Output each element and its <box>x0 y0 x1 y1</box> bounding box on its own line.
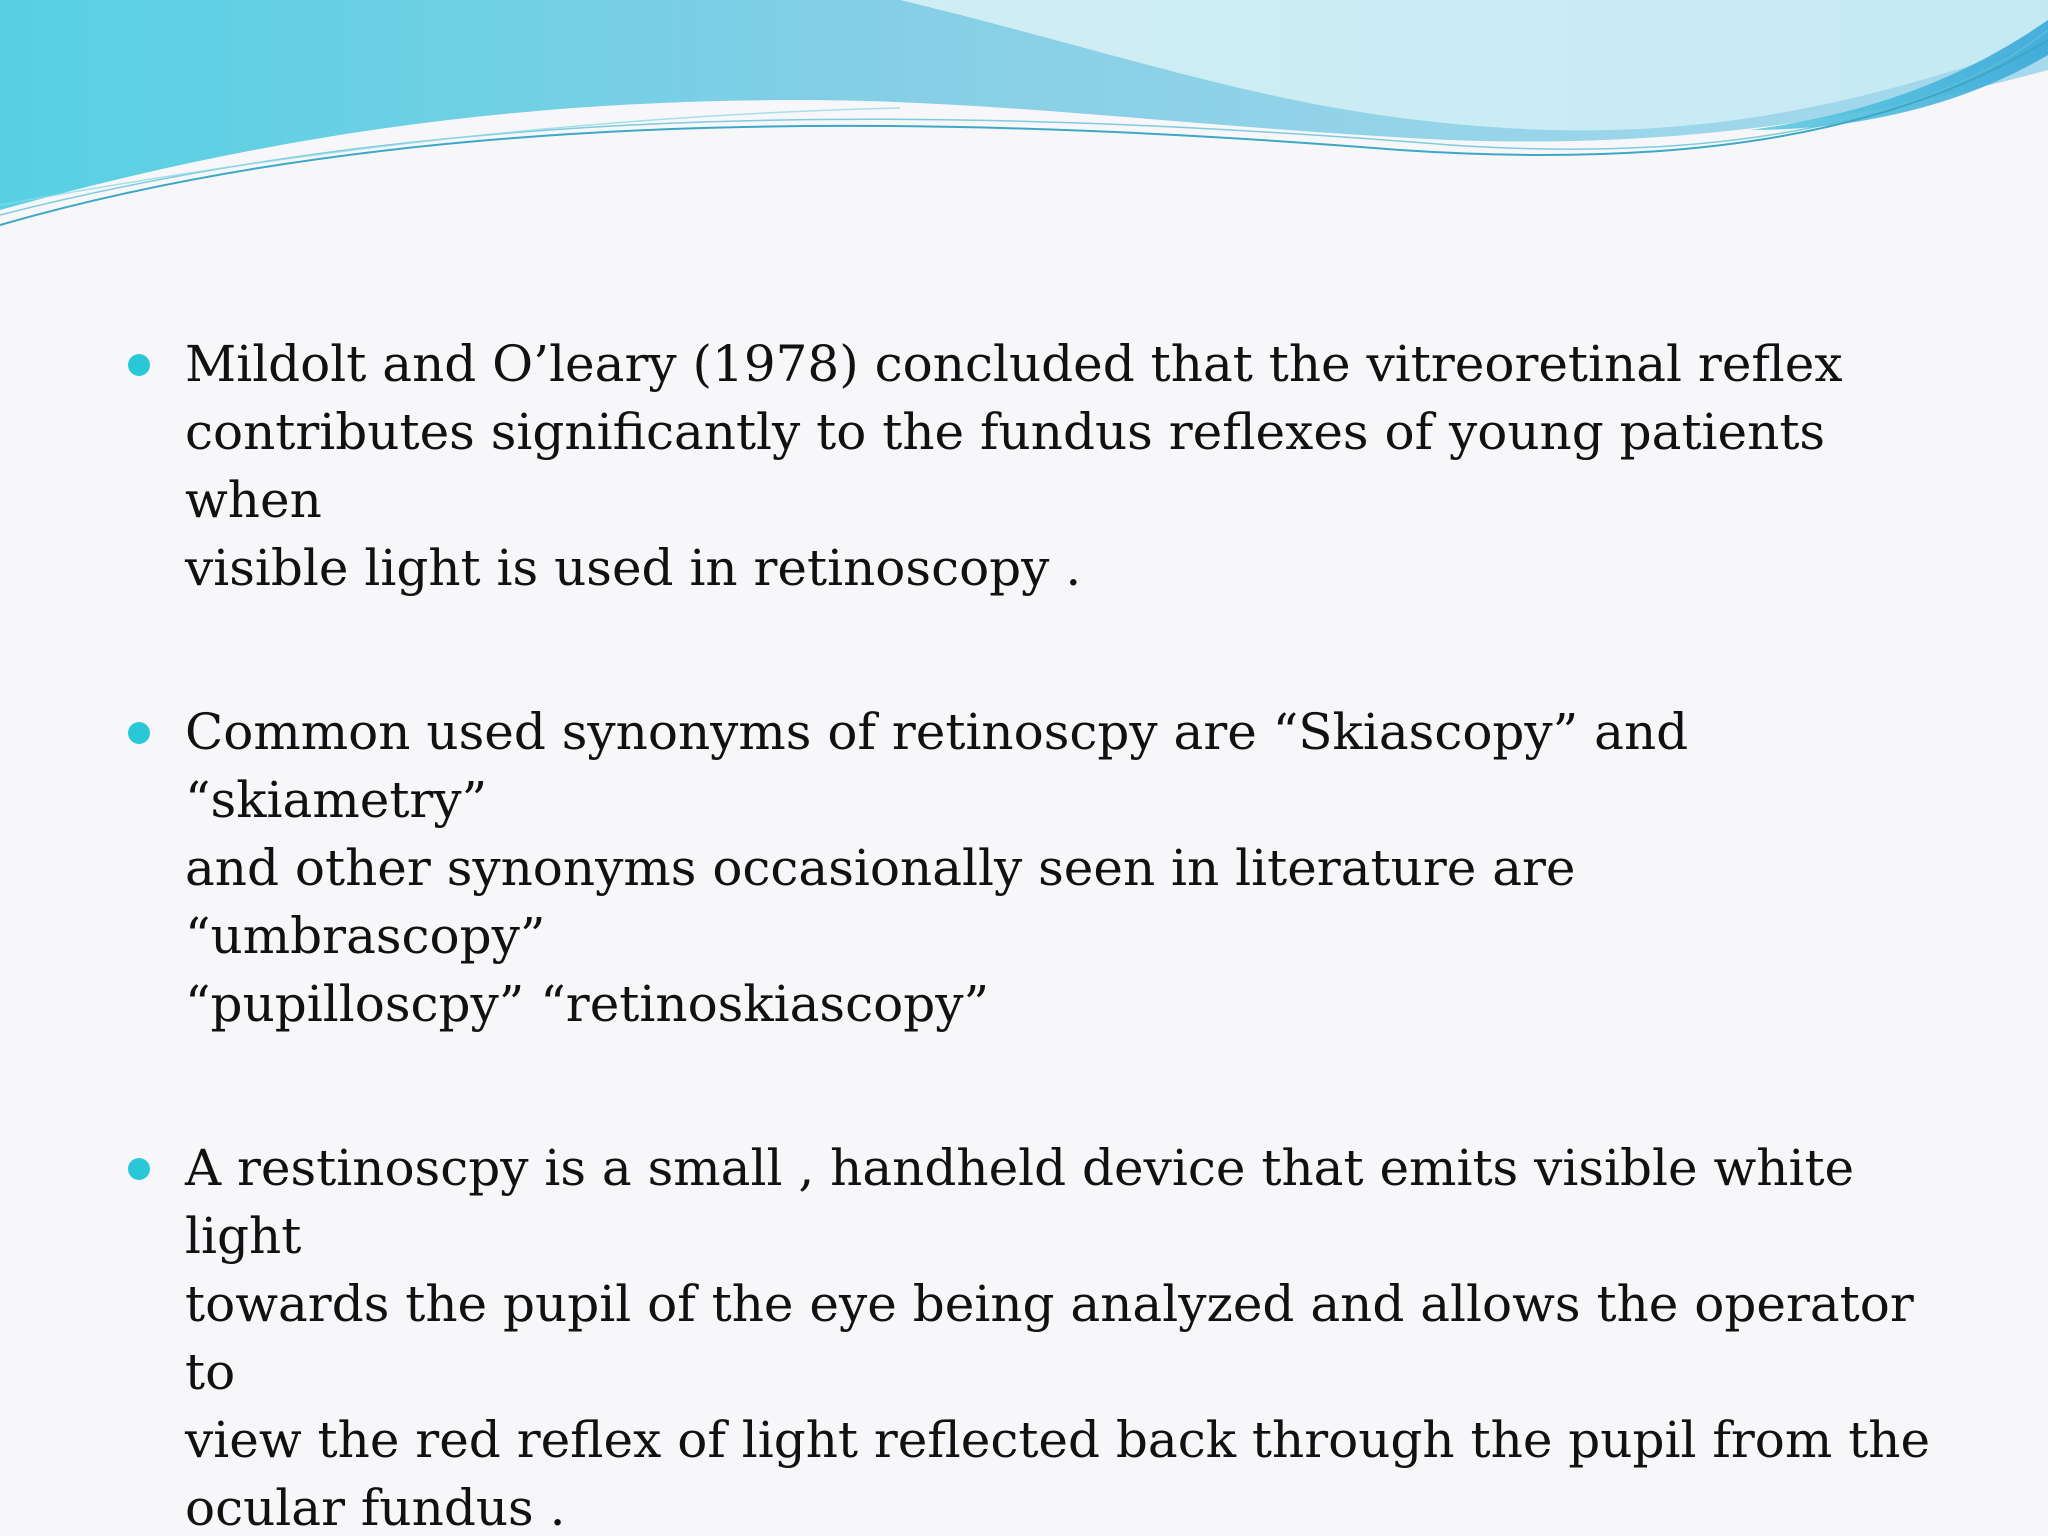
bullet-text: A restinoscpy is a small , handheld device that emits visible white light towards the pupil of the eye being analyzed and allows the operator to view the red reflex of light reflected back through the pupil from the ocular fundus . <box>185 1139 1931 1536</box>
bullet-item <box>128 1134 1948 1536</box>
bullet-list <box>128 330 1948 1536</box>
bullet-dot-icon <box>128 722 150 744</box>
bullet-item <box>128 330 1948 602</box>
bullet-text: Mildolt and O’leary (1978) concluded that the vitreoretinal reflex contributes significantly to the fundus reflexes of young patients when visible light is used in retinoscopy . <box>185 335 1843 597</box>
wave-header-decoration <box>0 0 2048 240</box>
bullet-item <box>128 698 1948 1038</box>
bullet-dot-icon <box>128 354 150 376</box>
bullet-dot-icon <box>128 1158 150 1180</box>
bullet-text: Common used synonyms of retinoscpy are “Skiascopy” and “skiametry” and other synonyms occasionally seen in literature are “umbrascopy” “pupilloscpy” “retinoskiascopy” <box>185 703 1689 1033</box>
